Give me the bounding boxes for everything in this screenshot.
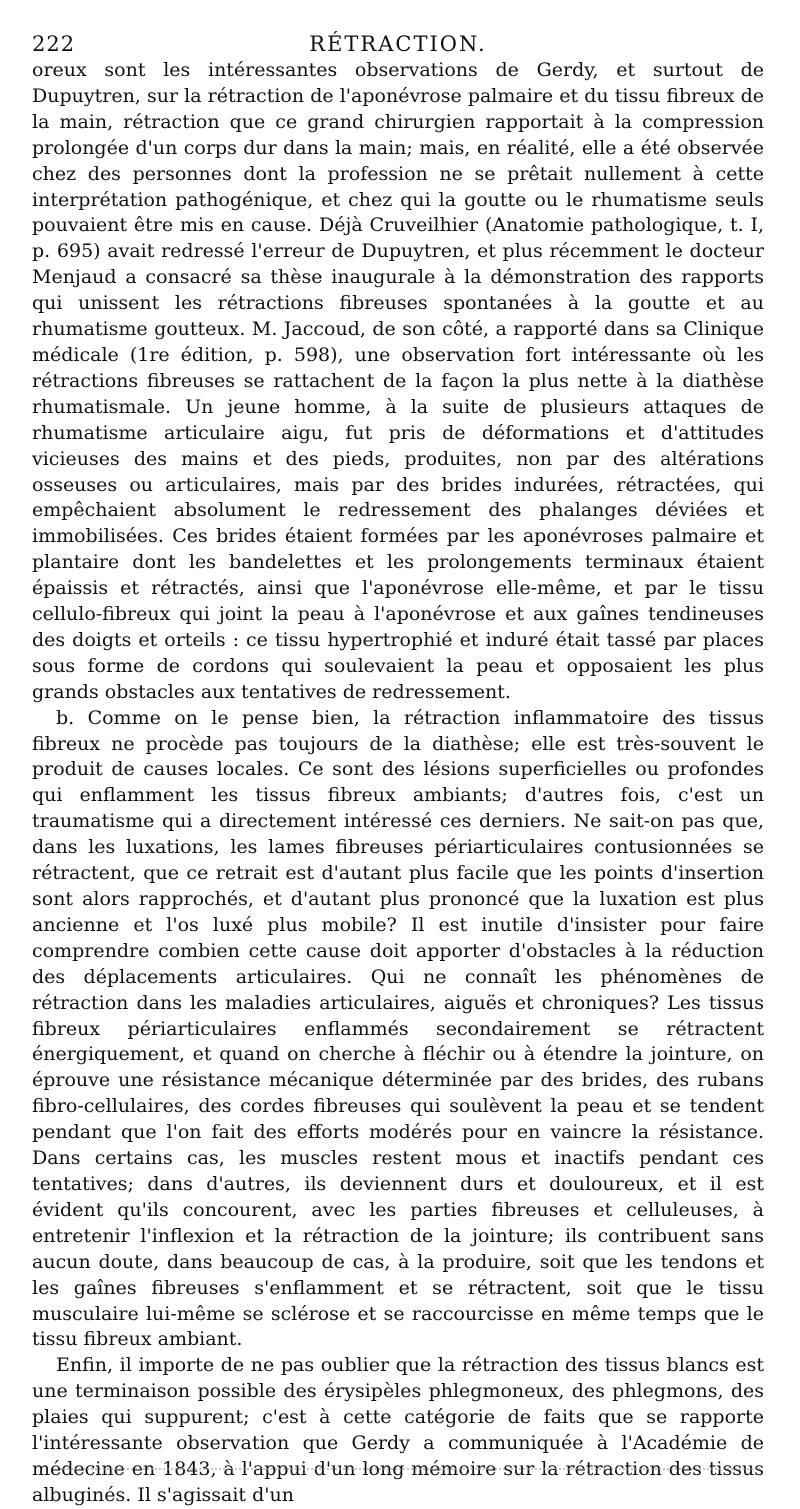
paragraph-2: b. Comme on le pense bien, la rétraction inflammatoire des tissus fibreux ne procède pas toujours de la diathèse; elle est très-souvent le produit de causes locales. Ce sont des lésions superficielles ou profondes qui enflamment les tissus fibreux ambiants; d'autres fois, c'est un traumatisme qui a directement intéressé ces derniers. Ne sait-on pas que, dans les luxations, les lames fibreuses périarticulaires contusionnées se rétractent, que ce retrait est d'autant plus facile que les points d'insertion sont alors rapprochés, et d'autant plus prononcé que la luxation est plus ancienne et l'os luxé plus mobile? Il est inutile d'insister pour faire comprendre combien cette cause doit apporter d'obstacles à la réduction des déplacements articulaires. Qui ne connaît les phénomènes de rétraction dans les maladies articulaires, aiguës et chroniques? Les tissus fibreux périarticulaires enflammés secondairement se rétractent énergiquement, et quand on cherche à fléchir ou à étendre la jointure, on éprouve une résistance mécanique déterminée par des brides, des rubans fibro-cellulaires, des cordes fibreuses qui soulèvent la peau et se tendent pendant que l'on fait des efforts modérés pour en vaincre la résistance. Dans certains cas, les muscles restent mous et inactifs pendant ces tentatives; dans d'autres, ils deviennent durs et douloureux, et il est évident qu'ils concourent, avec les parties fibreuses et celluleuses, à entretenir l'inflexion et la rétraction de la jointure; ils contribuent sans aucun doute, dans beaucoup de cas, à la produire, soit que les tendons et les gaînes fibreuses s'enflamment et se rétractent, soit que le tissu musculaire lui-même se sclérose et se raccourcisse en même temps que le tissu fibreux ambiant.	[32, 706, 764, 1351]
running-head	[32, 24, 764, 58]
body-text	[32, 58, 764, 1509]
running-title: RÉTRACTION.	[309, 32, 487, 56]
page-number: 222	[32, 32, 76, 56]
scan-bleed-through	[60, 1468, 760, 1476]
paragraph-1: oreux sont les intéressantes observations de Gerdy, et surtout de Dupuytren, sur la rétraction de l'aponévrose palmaire et du tissu fibreux de la main, rétraction que ce grand chirurgien rapportait à la compression prolongée d'un corps dur dans la main; mais, en réalité, elle a été observée chez des personnes dont la profession ne se prêtait nullement à cette interprétation pathogénique, et chez qui la goutte ou le rhumatisme seuls pouvaient être mis en cause. Déjà Cruveilhier (Anatomie pathologique, t. I, p. 695) avait redressé l'erreur de Dupuytren, et plus récemment le docteur Menjaud a consacré sa thèse inaugurale à la démonstration des rapports qui unissent les rétractions fibreuses spontanées à la goutte et au rhumatisme goutteux. M. Jaccoud, de son côté, a rapporté dans sa Clinique médicale (1re édition, p. 598), une observation fort intéressante où les rétractions fibreuses se rattachent de la façon la plus nette à la diathèse rhumatismale. Un jeune homme, à la suite de plusieurs attaques de rhumatisme articulaire aigu, fut pris de déformations et d'attitudes vicieuses des mains et des pieds, produites, non par des altérations osseuses ou articulaires, mais par des brides indurées, rétractées, qui empêchaient absolument le redressement des phalanges déviées et immobilisées. Ces brides étaient formées par les aponévroses palmaire et plantaire dont les bandelettes et les prolongements terminaux étaient épaissis et rétractés, ainsi que l'aponévrose elle-même, et par le tissu cellulo-fibreux qui joint la peau à l'aponévrose et aux gaînes tendineuses des doigts et orteils : ce tissu hypertrophié et induré était tassé par places sous forme de cordons qui soulevaient la peau et opposaient les plus grands obstacles aux tentatives de redressement.	[32, 59, 764, 703]
paragraph-3: Enfin, il importe de ne pas oublier que la rétraction des tissus blancs est une terminaison possible des érysipèles phlegmoneux, des phlegmons, des plaies qui suppurent; c'est à cette catégorie de faits que se rapporte l'intéressante observation que Gerdy a communiquée à l'Académie de médecine en 1843, à l'appui d'un long mémoire sur la rétraction des tissus albuginés. Il s'agissait d'un	[32, 1354, 764, 1506]
